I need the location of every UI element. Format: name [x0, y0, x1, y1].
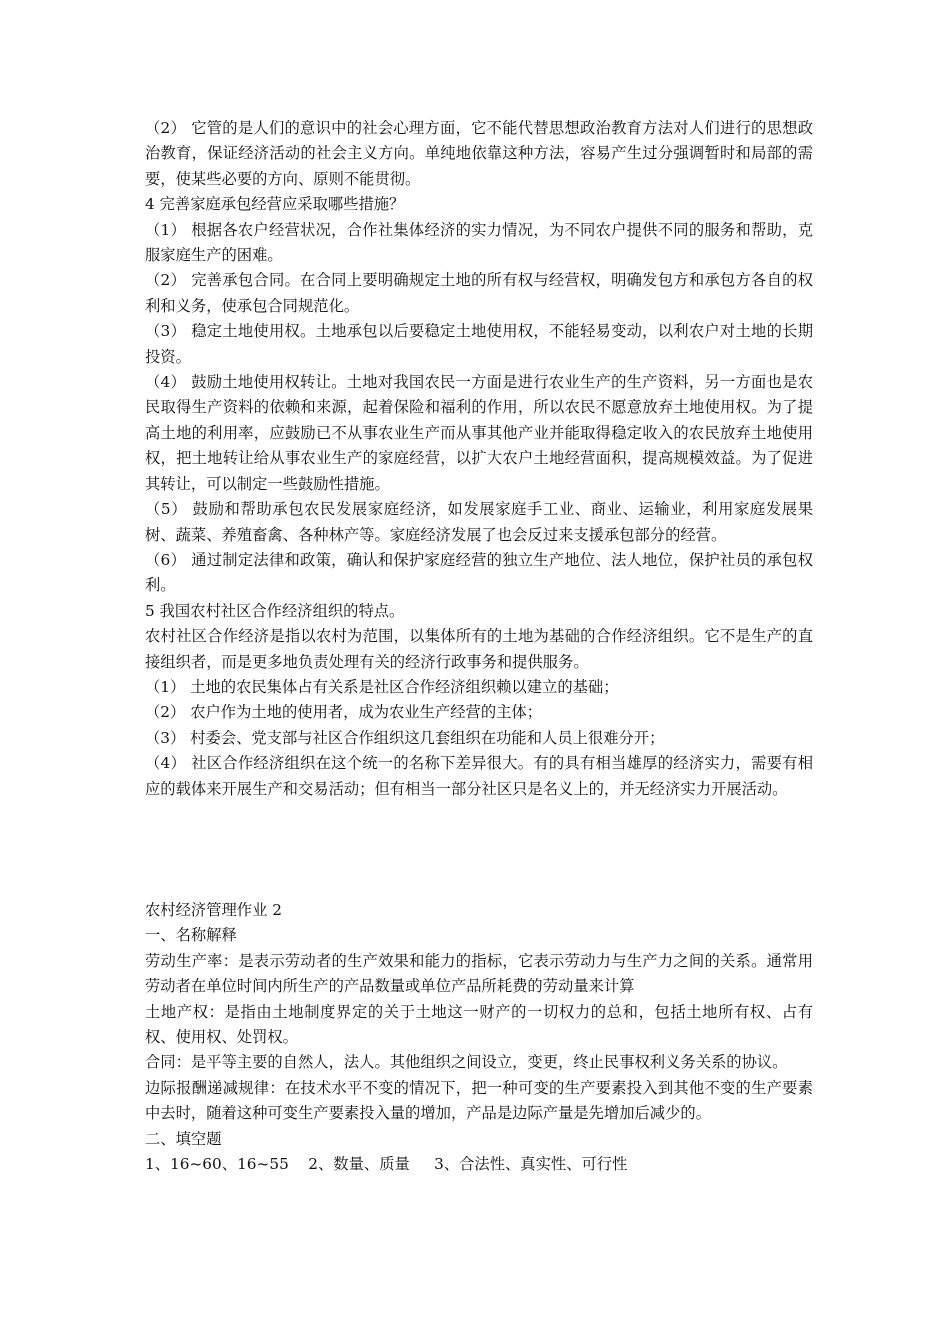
list-item: （6） 通过制定法律和政策，确认和保护家庭经营的独立生产地位、法人地位，保护社员的承包权利。 — [145, 550, 813, 595]
assignment-title: 农村经济管理作业 2 — [145, 900, 282, 919]
fill-in-answers: 1、16~60、16~55 2、数量、质量 3、合法性、真实性、可行性 — [145, 1155, 628, 1174]
paragraph: （2） 它管的是人们的意识中的社会心理方面，它不能代替思想政治教育方法对人们进行的思想政治教育，保证经济活动的社会主义方向。单纯地依靠这种方法，容易产生过分强调暂时和局部的需要，使某些必要的方向、原则不能贯彻。 — [145, 119, 813, 188]
list-item: （5） 鼓励和帮助承包农民发展家庭经济，如发展家庭手工业、商业、运输业，利用家庭发展果树、蔬菜、养殖畜禽、各种林产等。家庭经济发展了也会反过来支援承包部分的经营。 — [145, 500, 813, 544]
list-item: （4） 社区合作经济组织在这个统一的名称下差异很大。有的具有相当雄厚的经济实力，需要有相应的载体来开展生产和交易活动；但有相当一部分社区只是名义上的，并无经济实力开展活动。 — [145, 754, 813, 798]
list-item: （1） 根据各农户经营状况，合作社集体经济的实力情况，为不同农户提供不同的服务和帮助，克服家庭生产的困难。 — [145, 220, 813, 265]
section-heading: 二、填空题 — [145, 1129, 222, 1148]
document-page — [145, 116, 813, 1177]
list-item: （3） 村委会、党支部与社区合作组织这几套组织在功能和人员上很难分开； — [145, 728, 665, 747]
section-heading: 一、名称解释 — [145, 926, 237, 945]
definition-item: 边际报酬递减规律：在技术水平不变的情况下，把一种可变的生产要素投入到其他不变的生产要素中去时，随着这种可变生产要素投入量的增加，产品是边际产量是先增加后减少的。 — [145, 1078, 813, 1123]
question-heading: 5 我国农村社区合作经济组织的特点。 — [145, 601, 405, 620]
list-item: （1） 土地的农民集体占有关系是社区合作经济组织赖以建立的基础； — [145, 677, 619, 696]
definition-item: 合同：是平等主要的自然人，法人。其他组织之间设立，变更，终止民事权利义务关系的协议。 — [145, 1053, 788, 1072]
list-item: （2） 农户作为土地的使用者，成为农业生产经营的主体； — [145, 703, 543, 722]
paragraph: 农村社区合作经济是指以农村为范围，以集体所有的土地为基础的合作经济组织。它不是生产的直接组织者，而是更多地负责处理有关的经济行政事务和提供服务。 — [145, 627, 813, 671]
section-spacer — [145, 802, 813, 898]
list-item: （2） 完善承包合同。在合同上要明确规定土地的所有权与经营权，明确发包方和承包方各自的权利和义务，使承包合同规范化。 — [145, 271, 813, 315]
question-heading: 4 完善家庭承包经营应采取哪些措施？ — [145, 195, 405, 214]
definition-item: 劳动生产率：是表示劳动者的生产效果和能力的指标，它表示劳动力与生产力之间的关系。通常用劳动者在单位时间内所生产的产品数量或单位产品所耗费的劳动量来计算 — [145, 951, 813, 996]
list-item: （3） 稳定土地使用权。土地承包以后要稳定土地使用权，不能轻易变动，以利农户对土地的长期投资。 — [145, 322, 813, 366]
list-item: （4） 鼓励土地使用权转让。土地对我国农民一方面是进行农业生产的生产资料，另一方面也是农民取得生产资料的依赖和来源，起着保险和福利的作用，所以农民不愿意放弃土地使用权。为了提高土地的利用率，应鼓励已不从事农业生产而从事其他产业并能取得稳定收入的农民放弃土地使用权，把土地转让给从事农业生产的家庭经营，以扩大农户土地经营面积，提高规模效益。为了促进其转让，可以制定一些鼓励性措施。 — [145, 373, 813, 493]
definition-item: 土地产权：是指由土地制度界定的关于土地这一财产的一切权力的总和，包括土地所有权、占有权、使用权、处罚权。 — [145, 1002, 813, 1046]
